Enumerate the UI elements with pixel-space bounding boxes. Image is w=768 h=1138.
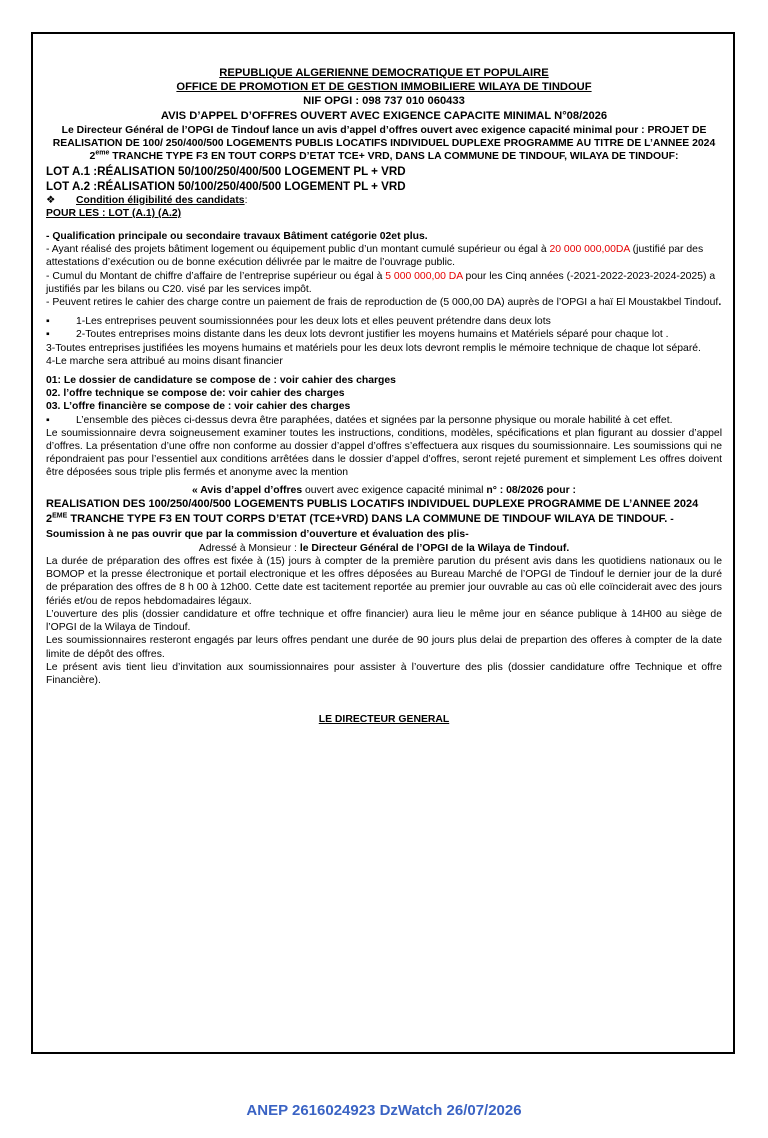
signature-requirement: ▪ L’ensemble des pièces ci-dessus devra être paraphées, datées et signées par la personne physique ou morale habilité à cet effet. (46, 414, 673, 426)
rule-1: ▪ 1-Les entreprises peuvent soumissionnées pour les deux lots et elles peuvent prétendre dans deux lots (46, 316, 551, 328)
footer-reference: ANEP 2616024923 DzWatch 26/07/2026 (246, 1102, 522, 1119)
dossier-technique: 02. l’offre technique se compose de: voir cahier des charges (46, 388, 345, 400)
mention-project: REALISATION DES 100/250/400/500 LOGEMENTS PUBLIS LOCATIFS INDIVIDUEL DUPLEXE PROGRAMME DE L’ANNEE 2024 2EME TRANCHE TYPE F3 EN TOUT CORPS D’ETAT (TCE+VRD) DANS LA COMMUNE DE TINDOUF WILAYA DE TINDOUF. - Soumission à ne pas ouvrir que par la commission d’ouverture et évaluation des plis- (46, 497, 699, 540)
rule-2: ▪ 2-Toutes entreprises moins distante dans les deux lots devront justifier les moyens humains et Matériels séparé pour chaque lot . (46, 329, 669, 341)
dossier-financiere: 03. L’offre financière se compose de : voir cahier des charges (46, 401, 351, 413)
director-signature: LE DIRECTEUR GENERAL (318, 714, 450, 726)
invitation: Le présent avis tient lieu d’invitation aux soumissionnaires pour assister à l’ouverture des plis (dossier candidature offre Technique et offre Financière). (46, 661, 722, 686)
office-title: OFFICE DE PROMOTION ET DE GESTION IMMOBILIERE WILAYA DE TINDOUF (176, 81, 592, 93)
lot-a1: LOT A.1 :RÉALISATION 50/100/250/400/500 LOGEMENT PL + VRD (46, 164, 406, 178)
republic-title: REPUBLIQUE ALGERIENNE DEMOCRATIQUE ET POPULAIRE (219, 67, 549, 79)
opening-session: L’ouverture des plis (dossier candidature et offre technique et offre financier) aura lieu le même jour en séance publique à 14H00 au siège de l’OPGI de la Wilaya de Tindouf. (46, 608, 722, 634)
eligibility-heading: ❖ Condition éligibilité des candidats: (46, 194, 248, 206)
intro-paragraph: Le Directeur Général de l’OPGI de Tindouf lance un avis d’appel d’offres ouvert avec exigence capacité minimal pour : PROJET DE REALISATION DE 100/ 250/400/500 LOGEMENTS PUBLIS LOCATIFS INDIVIDUEL DUPLEXE PROGRAMME AU TITRE DE L’ANNEE 2024 2eme TRANCHE TYPE F3 EN TOUT CORPS D’ETAT TCE+ VRD, DANS LA COMMUNE DE TINDOUF, WILAYA DE TINDOUF: (52, 125, 716, 163)
nif-number: NIF OPGI : 098 737 010 060433 (303, 95, 465, 107)
rule-4: 4-Le marche sera attribué au moins disant financier (46, 355, 283, 367)
qualification-experience: - Ayant réalisé des projets bâtiment logement ou équipement public d’un montant cumulé supérieur ou égal à 20 000 000,00DA (justifié par des attestations d’exécution ou de bonne exécution délivrée par le maitre de l’ouvrage public. (46, 244, 704, 269)
mention-line: « Avis d’appel d’offres ouvert avec exigence capacité minimal n° : 08/2026 pour : (192, 484, 576, 496)
tender-notice (46, 66, 722, 726)
lot-scope: POUR LES : LOT (A.1) (A.2) (46, 207, 182, 219)
offer-validity: Les soumissionnaires resteront engagés par leurs offres pendant une durée de 90 jours plus delai de prepartion des offeres à compter de la date limite de dépôt des offres. (46, 635, 722, 660)
diamond-bullet-icon: ❖ (46, 194, 56, 206)
specification-purchase: - Peuvent retires le cahier des charge contre un paiement de frais de reproduction de (5 000,00 DA) auprès de l’OPGI a haï El Moustakbel Tindouf. (46, 297, 722, 309)
addressee: Adressé à Monsieur : le Directeur Général de l’OPGI de la Wilaya de Tindouf. (198, 542, 570, 554)
rule-3: 3-Toutes entreprises justifiées les moyens humains et matériels pour les deux lots devront remplis le mémoire technique de chaque lot séparé. (46, 342, 701, 354)
submission-conditions: Le soumissionnaire devra soigneusement examiner toutes les instructions, conditions, modèles, spécifications et plan figurant au dossier d’appel d’offres. La présentation d’une offre non conforme au dossier d’appel d’offres s’effectuera aux risques du soumissionnaire. Les soumissions qui ne répondraient pas pour l’essentiel aux conditions arrêtées dans le dossier d’appel d’offres, seront rejeté purement et simplement Les offres doivent être déposées sous triple plis fermés et anonyme avec la mention (46, 427, 722, 479)
qualification-turnover: - Cumul du Montant de chiffre d’affaire de l’entreprise supérieur ou égal à 5 000 000,00 DA pour les Cinq années (-2021-2022-2023-2024-2025) a justifiés par les bilans ou C20. visé par les services impôt. (46, 270, 716, 295)
qualification-category: - Qualification principale ou secondaire travaux Bâtiment catégorie 02et plus. (46, 231, 428, 243)
preparation-duration: La durée de préparation des offres est fixée à (15) jours à compter de la première parution du présent avis dans les quotidiens nationaux ou le BOMOP et la presse électronique et portail electronique et les offres déposées au Bureau Marché de l’OPGI de Tindouf le dernier jour de la duré de préparation des offres de 8 h 00 à 12h00. Cette date est tacitement reportée au premier jour ouvrable au cas où elle coïnciderait avec des jours fériés et/ou de repos hebdomadaires légaux. (46, 556, 722, 607)
notice-title: AVIS D’APPEL D’OFFRES OUVERT AVEC EXIGENCE CAPACITE MINIMAL N°08/2026 (160, 110, 608, 122)
lot-a2: LOT A.2 :RÉALISATION 50/100/250/400/500 LOGEMENT PL + VRD (46, 179, 406, 193)
dossier-candidature: 01: Le dossier de candidature se compose de : voir cahier des charges (46, 375, 396, 387)
